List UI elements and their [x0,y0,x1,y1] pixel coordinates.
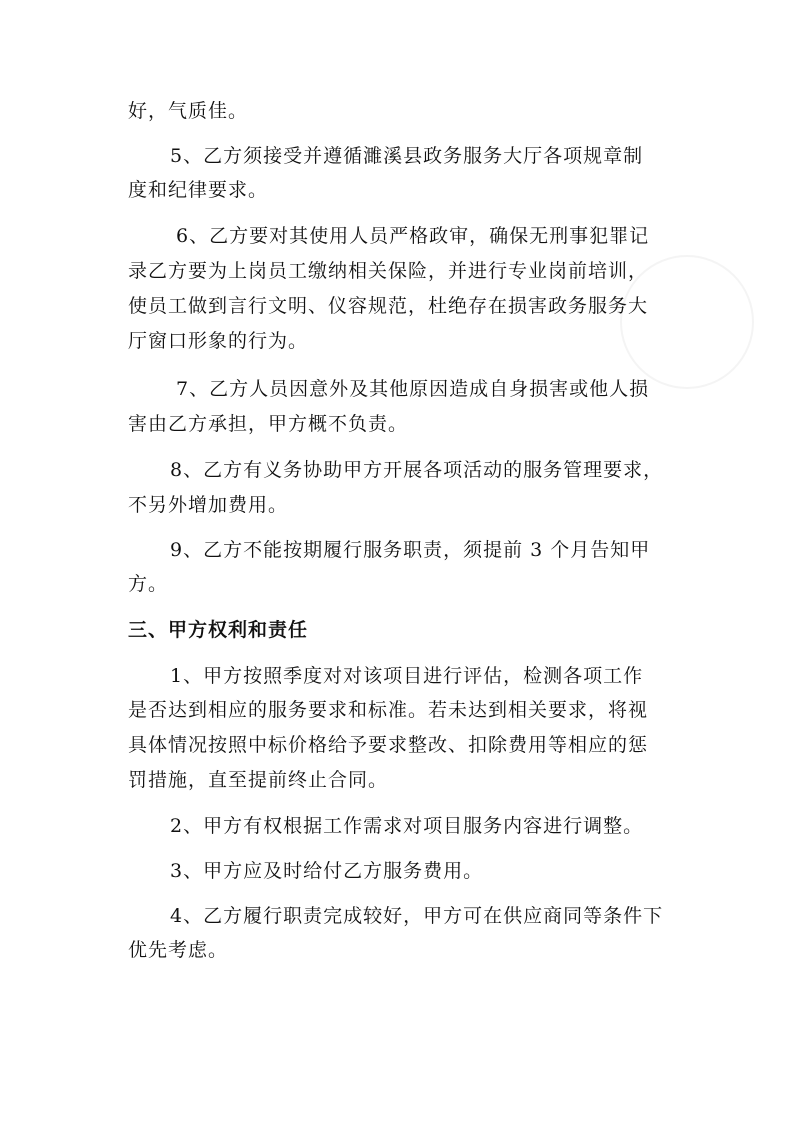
clause-6-line-4: 厅窗口形象的行为。 [128,330,309,352]
party-a-clause-2: 2、甲方有权根据工作需求对项目服务内容进行调整。 [170,815,644,837]
clause-8-line-1: 8、乙方有义务协助甲方开展各项活动的服务管理要求， [170,459,664,481]
party-a-clause-4-line-2: 优先考虑。 [128,939,229,961]
party-a-clause-1-line-2: 是否达到相应的服务要求和标准。若未达到相关要求，将视 [128,699,649,721]
section-heading: 三、甲方权利和责任 [128,619,309,641]
clause-6-line-2: 录乙方要为上岗员工缴纳相关保险，并进行专业岗前培训， [128,260,649,282]
party-a-clause-4-line-1: 4、乙方履行职责完成较好，甲方可在供应商同等条件下 [170,905,664,927]
clause-9-line-1: 9、乙方不能按期履行服务职责，须提前 3 个月告知甲 [170,539,651,561]
party-a-clause-1-line-4: 罚措施，直至提前终止合同。 [128,769,389,791]
clause-7-line-2: 害由乙方承担，甲方概不负责。 [128,413,409,435]
party-a-clause-1-line-3: 具体情况按照中标价格给予要求整改、扣除费用等相应的惩 [128,734,649,756]
text-line-1: 好，气质佳。 [128,100,249,122]
party-a-clause-3: 3、甲方应及时给付乙方服务费用。 [170,860,484,882]
clause-6-line-3: 使员工做到言行文明、仪容规范，杜绝存在损害政务服务大 [128,295,649,317]
clause-8-line-2: 不另外增加费用。 [128,494,289,516]
clause-7-line-1: 7、乙方人员因意外及其他原因造成自身损害或他人损 [176,378,650,400]
clause-5-line-1: 5、乙方须接受并遵循濉溪县政务服务大厅各项规章制 [170,145,644,167]
clause-9-line-2: 方。 [128,573,169,595]
party-a-clause-1-line-1: 1、甲方按照季度对对该项目进行评估，检测各项工作 [170,665,644,687]
clause-5-line-2: 度和纪律要求。 [128,179,269,201]
clause-6-line-1: 6、乙方要对其使用人员严格政审，确保无刑事犯罪记 [176,225,650,247]
